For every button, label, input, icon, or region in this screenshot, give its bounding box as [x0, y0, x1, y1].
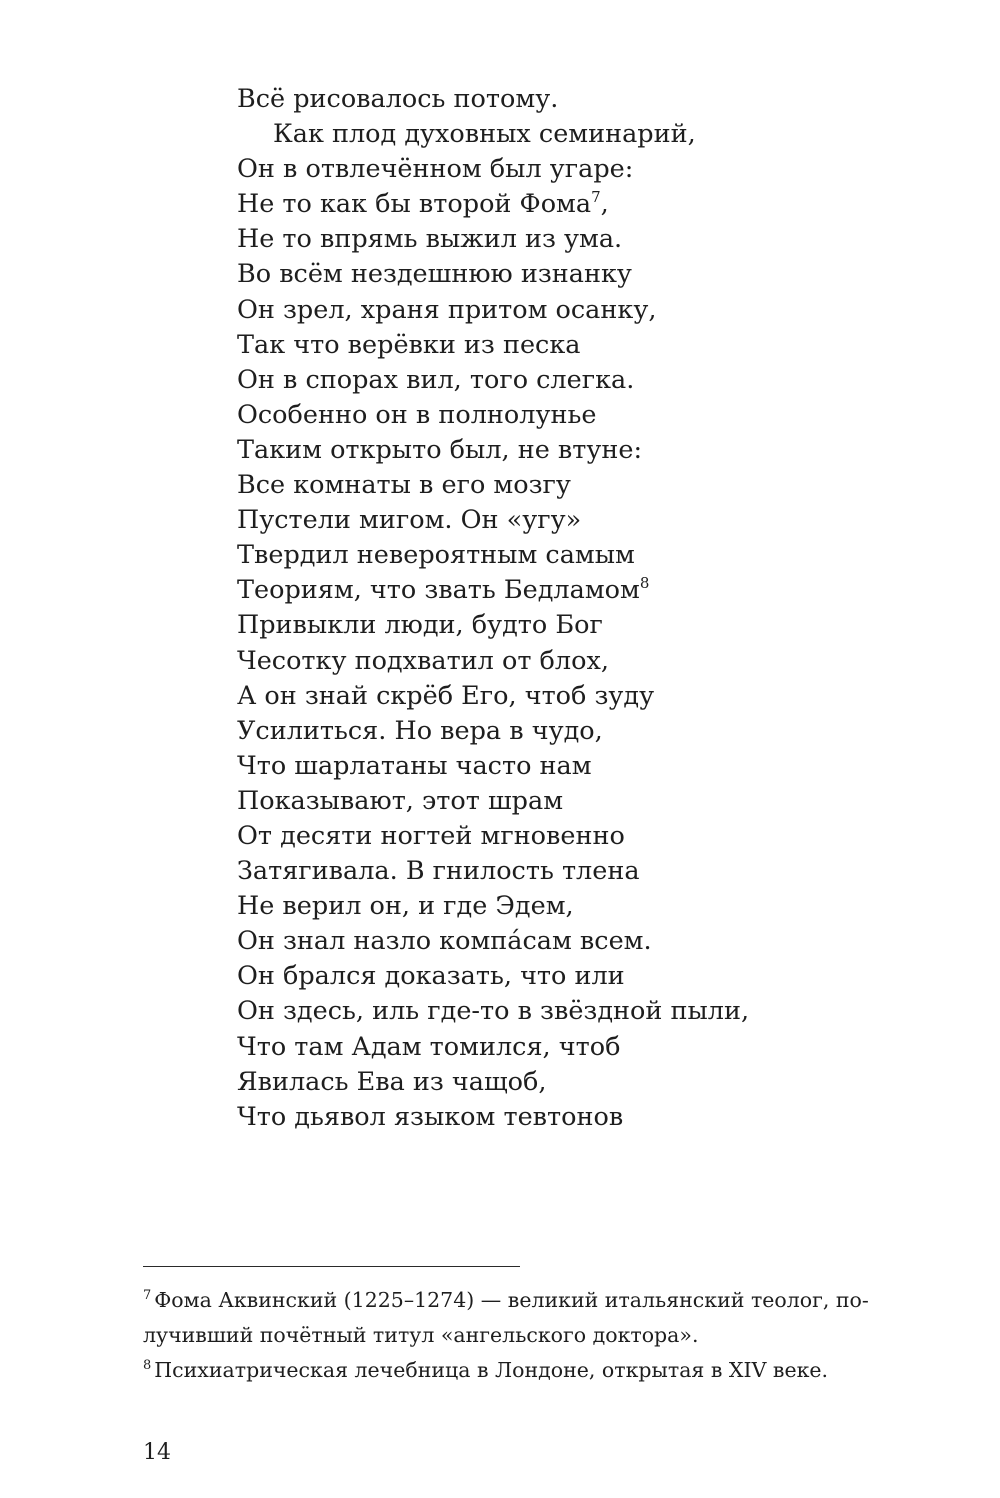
footnote-ref[interactable]: 8 — [639, 574, 650, 593]
poem-line: Что шарлатаны часто нам — [237, 750, 592, 781]
footnote-number: 7 — [143, 1288, 152, 1303]
poem-line: Особенно он в полнолунье — [237, 399, 597, 430]
poem-line: Как плод духовных семинарий, — [273, 119, 696, 150]
poem-line: Он в спорах вил, того слегка. — [237, 364, 635, 395]
poem-line: Он знал назло компáсам всем. — [237, 926, 652, 957]
poem-line-text: Теориям, что звать Бедламом — [237, 575, 640, 606]
poem-line: Пустели мигом. Он «угу» — [237, 505, 582, 536]
poem-line: Чесотку подхватил от блох, — [237, 645, 609, 676]
poem-line: От десяти ногтей мгновенно — [237, 820, 625, 851]
poem-line-text: Не то как бы второй Фома — [237, 189, 592, 220]
poem-line: Он в отвлечённом был угаре: — [237, 154, 634, 185]
poem-line: Не то впрямь выжил из ума. — [237, 224, 623, 255]
poem-line: Все комнаты в его мозгу — [237, 470, 571, 501]
poem-line: Он брался доказать, что или — [237, 961, 625, 992]
poem-line: Так что верёвки из песка — [237, 329, 581, 360]
poem-line: Затягивала. В гнилость тлена — [237, 856, 640, 887]
footnote-text: Психиатрическая лечебница в Лондоне, открытая в XIV веке. — [154, 1358, 829, 1382]
footnote-separator — [143, 1266, 520, 1267]
poem-line: А он знай скрёб Его, чтоб зуду — [237, 680, 655, 711]
poem-line: Во всём нездешнюю изнанку — [237, 259, 632, 290]
poem-line: Твердил невероятным самым — [237, 540, 635, 571]
poem-line: Таким открыто был, не втуне: — [237, 434, 643, 465]
footnotes — [143, 1283, 873, 1388]
poem-line — [237, 187, 937, 222]
poem-line: Он зрел, храня притом осанку, — [237, 294, 657, 325]
poem-line: Привыкли люди, будто Бог — [237, 610, 603, 641]
poem-text — [237, 82, 937, 1135]
footnote-7-continued: лучивший почётный титул «ангельского доктора». — [143, 1323, 699, 1347]
footnote-ref[interactable]: 7 — [591, 188, 601, 207]
poem-line-punct: , — [600, 189, 609, 220]
poem-line: Он здесь, иль где-то в звёздной пыли, — [237, 996, 750, 1027]
poem-line: Явилась Ева из чащоб, — [237, 1066, 547, 1097]
poem-line: Усилиться. Но вера в чудо, — [237, 715, 603, 746]
footnote-number: 8 — [143, 1358, 152, 1373]
footnote-7 — [143, 1283, 873, 1318]
poem-line: Что там Адам томился, чтоб — [237, 1031, 621, 1062]
footnote-text: Фома Аквинский (1225–1274) — великий итальянский теолог, по- — [154, 1288, 869, 1312]
poem-line: Не верил он, и где Эдем, — [237, 891, 574, 922]
footnote-8 — [143, 1353, 873, 1388]
poem-line — [237, 573, 937, 608]
poem-line: Что дьявол языком тевтонов — [237, 1101, 624, 1132]
poem-line: Всё рисовалось потому. — [237, 84, 559, 114]
poem-line: Показывают, этот шрам — [237, 785, 564, 816]
page-number: 14 — [143, 1440, 171, 1465]
